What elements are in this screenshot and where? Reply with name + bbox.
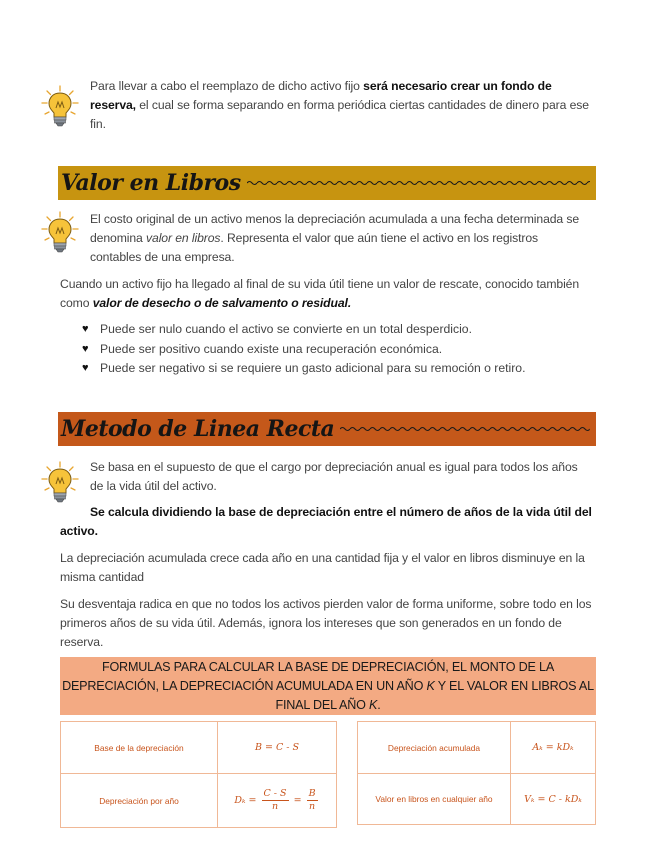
heart-bullet-icon: ♥: [82, 362, 89, 374]
formula-label: Valor en libros en cualquier año: [358, 774, 511, 825]
libros-paragraph-2: Cuando un activo fijo ha llegado al final de su vida útil tiene un valor de rescate, conocido también como valor de desecho o de salvamento o residual.: [60, 277, 580, 310]
lightbulb-icon: [40, 210, 80, 256]
formula-expression: Vₖ = C - kDₖ: [511, 774, 596, 825]
linea-paragraph-1: Se basa en el supuesto de que el cargo por depreciación anual es igual para todos los años de la vida útil del activo.: [90, 460, 578, 493]
lightbulb-icon: [40, 460, 80, 506]
linea-paragraph-4: Su desventaja radica en que no todos los activos pierden valor de forma uniforme, sobre todo en los primeros años de su vida útil. Además, ignora los intereses que son generados en un fondo de reserva.: [60, 597, 592, 649]
section-banner-valor-en-libros: [58, 166, 596, 200]
formula-label: Depreciación acumulada: [358, 722, 511, 774]
formula-expression: B = C - S: [218, 722, 337, 774]
wave-decoration: [247, 178, 590, 188]
section-banner-linea-recta: [58, 412, 596, 446]
section-title: Valor en Libros: [61, 170, 241, 196]
formula-expression: Aₖ = kDₖ: [511, 722, 596, 774]
linea-paragraph-2: Se calcula dividiendo la base de depreciación entre el número de años de la vida útil del activo.: [60, 505, 592, 538]
intro-paragraph: Para llevar a cabo el reemplazo de dicho activo fijo será necesario crear un fondo de reserva, el cual se forma separando en forma periódica ciertas cantidades de dinero para ese fin.: [90, 79, 589, 131]
formula-table-right: [357, 721, 596, 825]
linea-paragraph-3: La depreciación acumulada crece cada año en una cantidad fija y el valor en libros disminuye en la misma cantidad: [60, 551, 585, 584]
formula-table-left: [60, 721, 337, 828]
formulas-heading: FORMULAS PARA CALCULAR LA BASE DE DEPRECIACIÓN, EL MONTO DE LA DEPRECIACIÓN, LA DEPRECIACIÓN ACUMULADA EN UN AÑO K Y EL VALOR EN LIBROS AL FINAL DEL AÑO K.: [60, 657, 596, 715]
wave-decoration: [340, 424, 590, 434]
section-title: Metodo de Linea Recta: [61, 416, 335, 442]
formula-label: Depreciación por año: [61, 774, 218, 828]
libros-paragraph-1: El costo original de un activo menos la depreciación acumulada a una fecha determinada se denomina valor en libros. Representa el valor que aún tiene el activo en los registros contables de una empresa.: [90, 212, 580, 264]
lightbulb-icon: [40, 84, 80, 130]
formula-expression: Dₖ = $\frac{C - S}{n}$ = $\frac{B}{n}$: [218, 774, 337, 828]
heart-bullet-icon: ♥: [82, 343, 89, 355]
formula-label: Base de la depreciación: [61, 722, 218, 774]
heart-bullet-icon: ♥: [82, 323, 89, 335]
